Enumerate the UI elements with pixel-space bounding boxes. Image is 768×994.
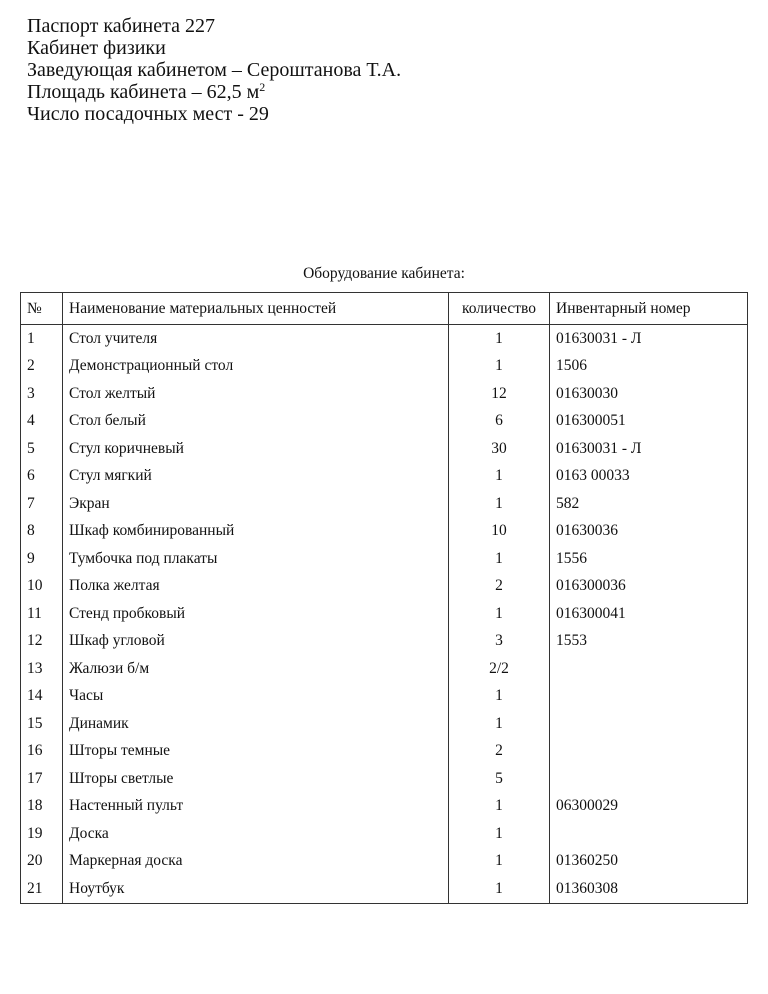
cell-number: 19 [21, 820, 63, 848]
cell-name: Доска [63, 820, 449, 848]
cell-name: Демонстрационный стол [63, 353, 449, 381]
cell-quantity: 2 [449, 738, 550, 766]
cell-name: Шторы темные [63, 738, 449, 766]
table-row [21, 793, 748, 821]
cell-inventory [550, 655, 748, 683]
table-row [21, 435, 748, 463]
cell-number: 15 [21, 710, 63, 738]
cell-quantity: 10 [449, 518, 550, 546]
table-row [21, 628, 748, 656]
cell-inventory: 01630030 [550, 380, 748, 408]
passport-header [27, 15, 401, 125]
table-body [21, 325, 748, 904]
cell-inventory: 06300029 [550, 793, 748, 821]
cell-number: 21 [21, 875, 63, 903]
table-header [21, 293, 748, 325]
cell-inventory: 582 [550, 490, 748, 518]
cell-number: 14 [21, 683, 63, 711]
cell-inventory [550, 738, 748, 766]
cell-quantity: 1 [449, 793, 550, 821]
cell-number: 10 [21, 573, 63, 601]
table-row [21, 875, 748, 903]
column-header-inventory: Инвентарный номер [550, 293, 748, 325]
cell-name: Стол желтый [63, 380, 449, 408]
cell-quantity: 1 [449, 490, 550, 518]
cell-quantity: 12 [449, 380, 550, 408]
cell-inventory: 016300051 [550, 408, 748, 436]
cell-quantity: 1 [449, 325, 550, 353]
cell-quantity: 1 [449, 683, 550, 711]
table-row [21, 683, 748, 711]
cell-inventory [550, 710, 748, 738]
cell-number: 7 [21, 490, 63, 518]
cell-name: Шторы светлые [63, 765, 449, 793]
cell-quantity: 2 [449, 573, 550, 601]
cell-name: Экран [63, 490, 449, 518]
cell-inventory: 01360308 [550, 875, 748, 903]
table-row [21, 463, 748, 491]
cell-quantity: 30 [449, 435, 550, 463]
room-area [27, 81, 401, 103]
cell-quantity: 1 [449, 353, 550, 381]
cell-inventory: 016300036 [550, 573, 748, 601]
cell-number: 8 [21, 518, 63, 546]
seat-count: Число посадочных мест - 29 [27, 103, 269, 125]
cell-quantity: 3 [449, 628, 550, 656]
cell-name: Полка желтая [63, 573, 449, 601]
cell-number: 12 [21, 628, 63, 656]
cell-number: 9 [21, 545, 63, 573]
cell-name: Настенный пульт [63, 793, 449, 821]
cell-number: 1 [21, 325, 63, 353]
column-header-quantity: количество [449, 293, 550, 325]
cell-inventory: 01630036 [550, 518, 748, 546]
cell-quantity: 1 [449, 463, 550, 491]
cell-inventory: 0163 00033 [550, 463, 748, 491]
cell-number: 4 [21, 408, 63, 436]
table-row [21, 765, 748, 793]
table-caption: Оборудование кабинета: [303, 265, 465, 282]
cell-quantity: 1 [449, 600, 550, 628]
cell-quantity: 5 [449, 765, 550, 793]
cell-quantity: 2/2 [449, 655, 550, 683]
table-row [21, 655, 748, 683]
room-manager: Заведующая кабинетом – Сероштанова Т.А. [27, 59, 402, 81]
cell-number: 6 [21, 463, 63, 491]
cell-inventory: 1506 [550, 353, 748, 381]
cell-quantity: 1 [449, 545, 550, 573]
table-row [21, 573, 748, 601]
table-row [21, 353, 748, 381]
table-row [21, 380, 748, 408]
cell-inventory [550, 820, 748, 848]
cell-inventory: 01630031 - Л [550, 325, 748, 353]
cell-name: Жалюзи б/м [63, 655, 449, 683]
column-header-name: Наименование материальных ценностей [63, 293, 449, 325]
cell-number: 2 [21, 353, 63, 381]
table-row [21, 600, 748, 628]
cell-inventory: 01630031 - Л [550, 435, 748, 463]
room-area-text: Площадь кабинета – 62,5 м [27, 81, 260, 103]
table-row [21, 325, 748, 353]
table-row [21, 710, 748, 738]
cell-quantity: 6 [449, 408, 550, 436]
room-subject: Кабинет физики [27, 37, 166, 59]
cell-number: 13 [21, 655, 63, 683]
cell-quantity: 1 [449, 848, 550, 876]
room-area-unit-sup: 2 [259, 80, 266, 94]
cell-number: 16 [21, 738, 63, 766]
cell-name: Стол белый [63, 408, 449, 436]
table-row [21, 518, 748, 546]
cell-name: Стул мягкий [63, 463, 449, 491]
cell-name: Маркерная доска [63, 848, 449, 876]
cell-inventory: 01360250 [550, 848, 748, 876]
equipment-table [20, 292, 748, 904]
cell-inventory [550, 683, 748, 711]
table-row [21, 820, 748, 848]
cell-name: Стенд пробковый [63, 600, 449, 628]
cell-number: 17 [21, 765, 63, 793]
cell-number: 20 [21, 848, 63, 876]
table-row [21, 408, 748, 436]
cell-name: Ноутбук [63, 875, 449, 903]
table-row [21, 490, 748, 518]
cell-number: 5 [21, 435, 63, 463]
cell-quantity: 1 [449, 820, 550, 848]
cell-quantity: 1 [449, 875, 550, 903]
table-row [21, 545, 748, 573]
cell-number: 3 [21, 380, 63, 408]
cell-number: 11 [21, 600, 63, 628]
cell-name: Стул коричневый [63, 435, 449, 463]
cell-quantity: 1 [449, 710, 550, 738]
table-row [21, 848, 748, 876]
cell-inventory: 016300041 [550, 600, 748, 628]
cell-inventory: 1553 [550, 628, 748, 656]
cell-inventory [550, 765, 748, 793]
cell-inventory: 1556 [550, 545, 748, 573]
cell-name: Стол учителя [63, 325, 449, 353]
cell-name: Шкаф комбинированный [63, 518, 449, 546]
cell-name: Часы [63, 683, 449, 711]
cell-name: Шкаф угловой [63, 628, 449, 656]
cell-name: Тумбочка под плакаты [63, 545, 449, 573]
header-row [21, 293, 748, 325]
column-header-number: № [21, 293, 63, 325]
table-row [21, 738, 748, 766]
passport-title: Паспорт кабинета 227 [27, 15, 215, 37]
cell-number: 18 [21, 793, 63, 821]
cell-name: Динамик [63, 710, 449, 738]
